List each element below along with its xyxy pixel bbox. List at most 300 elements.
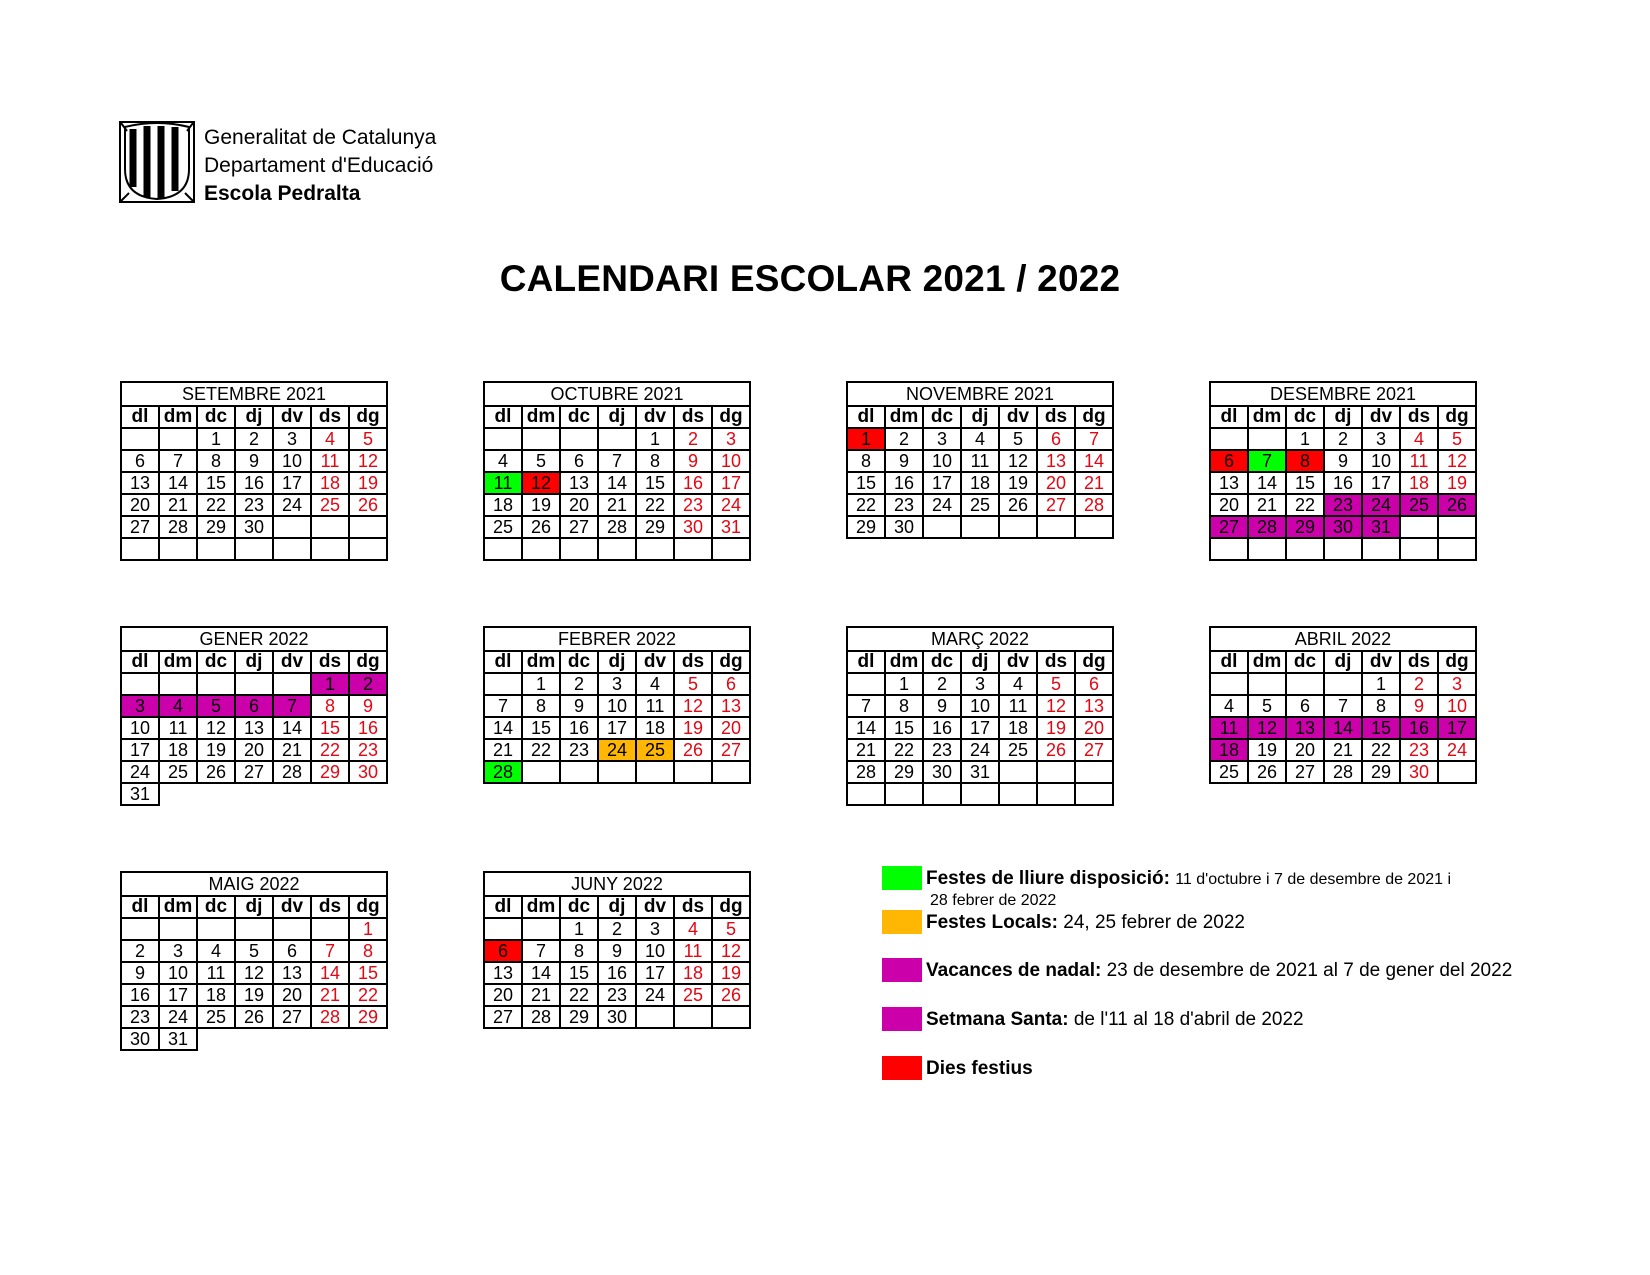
day-cell: 16 bbox=[923, 717, 961, 739]
day-cell: 5 bbox=[197, 695, 235, 717]
empty-day-cell bbox=[1324, 673, 1362, 695]
day-cell: 27 bbox=[235, 761, 273, 783]
weekday-header: dl bbox=[847, 406, 885, 428]
weekday-header: dc bbox=[560, 651, 598, 673]
legend-label: Vacances de nadal: bbox=[926, 960, 1102, 981]
day-cell: 7 bbox=[598, 450, 636, 472]
weekday-header: dj bbox=[235, 406, 273, 428]
day-cell: 10 bbox=[121, 717, 159, 739]
weekday-header: dg bbox=[349, 651, 387, 673]
day-cell: 17 bbox=[961, 717, 999, 739]
day-cell: 28 bbox=[1248, 516, 1286, 538]
weekday-header: dc bbox=[560, 406, 598, 428]
legend-text-continued: 28 febrer de 2022 bbox=[930, 892, 1057, 909]
day-cell: 4 bbox=[961, 428, 999, 450]
day-cell: 29 bbox=[311, 761, 349, 783]
day-cell: 4 bbox=[1210, 695, 1248, 717]
day-cell: 5 bbox=[235, 940, 273, 962]
day-cell: 15 bbox=[1286, 472, 1324, 494]
day-cell: 22 bbox=[1362, 739, 1400, 761]
day-cell: 27 bbox=[121, 516, 159, 538]
day-cell: 4 bbox=[197, 940, 235, 962]
day-cell: 23 bbox=[1324, 494, 1362, 516]
empty-day-cell bbox=[598, 428, 636, 450]
day-cell: 13 bbox=[273, 962, 311, 984]
day-cell: 2 bbox=[235, 428, 273, 450]
day-cell: 7 bbox=[273, 695, 311, 717]
day-cell: 26 bbox=[522, 516, 560, 538]
day-cell: 18 bbox=[197, 984, 235, 1006]
month-title: JUNY 2022 bbox=[484, 872, 750, 896]
empty-day-cell bbox=[847, 673, 885, 695]
day-cell: 9 bbox=[235, 450, 273, 472]
empty-day-cell bbox=[712, 761, 750, 783]
empty-day-cell bbox=[1438, 538, 1476, 560]
empty-day-cell bbox=[1400, 538, 1438, 560]
day-cell: 22 bbox=[349, 984, 387, 1006]
empty-day-cell bbox=[1210, 538, 1248, 560]
empty-day-cell bbox=[1075, 783, 1113, 805]
day-cell: 25 bbox=[1400, 494, 1438, 516]
empty-day-cell bbox=[1286, 538, 1324, 560]
weekday-header: dm bbox=[159, 896, 197, 918]
weekday-header: dg bbox=[1075, 651, 1113, 673]
day-cell: 7 bbox=[1075, 428, 1113, 450]
weekday-header: dl bbox=[484, 896, 522, 918]
empty-day-cell bbox=[598, 538, 636, 560]
day-cell: 16 bbox=[1400, 717, 1438, 739]
empty-day-cell bbox=[159, 918, 197, 940]
day-cell: 23 bbox=[885, 494, 923, 516]
day-cell: 1 bbox=[636, 428, 674, 450]
empty-day-cell bbox=[235, 783, 273, 805]
day-cell: 6 bbox=[1075, 673, 1113, 695]
day-cell: 28 bbox=[159, 516, 197, 538]
day-cell: 18 bbox=[159, 739, 197, 761]
day-cell: 10 bbox=[598, 695, 636, 717]
day-cell: 25 bbox=[674, 984, 712, 1006]
day-cell: 9 bbox=[885, 450, 923, 472]
empty-day-cell bbox=[923, 783, 961, 805]
day-cell: 9 bbox=[1400, 695, 1438, 717]
day-cell: 3 bbox=[121, 695, 159, 717]
day-cell: 6 bbox=[121, 450, 159, 472]
day-cell: 19 bbox=[1438, 472, 1476, 494]
day-cell: 23 bbox=[560, 739, 598, 761]
weekday-header: dg bbox=[1438, 651, 1476, 673]
weekday-header: dm bbox=[885, 406, 923, 428]
month-calendar bbox=[1209, 381, 1477, 561]
day-cell: 27 bbox=[1075, 739, 1113, 761]
weekday-header: ds bbox=[1400, 651, 1438, 673]
day-cell: 9 bbox=[349, 695, 387, 717]
weekday-header: dl bbox=[1210, 651, 1248, 673]
empty-day-cell bbox=[197, 538, 235, 560]
day-cell: 8 bbox=[522, 695, 560, 717]
empty-day-cell bbox=[197, 783, 235, 805]
day-cell: 3 bbox=[636, 918, 674, 940]
day-cell: 8 bbox=[311, 695, 349, 717]
month-title: OCTUBRE 2021 bbox=[484, 382, 750, 406]
day-cell: 23 bbox=[349, 739, 387, 761]
day-cell: 12 bbox=[197, 717, 235, 739]
empty-day-cell bbox=[273, 673, 311, 695]
empty-day-cell bbox=[885, 783, 923, 805]
empty-day-cell bbox=[961, 783, 999, 805]
day-cell: 8 bbox=[1286, 450, 1324, 472]
empty-day-cell bbox=[273, 783, 311, 805]
day-cell: 27 bbox=[1210, 516, 1248, 538]
empty-day-cell bbox=[197, 1028, 235, 1050]
org-line-1: Generalitat de Catalunya bbox=[204, 126, 437, 149]
day-cell: 28 bbox=[1075, 494, 1113, 516]
day-cell: 24 bbox=[273, 494, 311, 516]
day-cell: 7 bbox=[1248, 450, 1286, 472]
day-cell: 31 bbox=[961, 761, 999, 783]
weekday-header: dg bbox=[349, 406, 387, 428]
weekday-header: dm bbox=[159, 651, 197, 673]
day-cell: 17 bbox=[636, 962, 674, 984]
day-cell: 27 bbox=[1286, 761, 1324, 783]
day-cell: 26 bbox=[1248, 761, 1286, 783]
empty-day-cell bbox=[636, 1006, 674, 1028]
day-cell: 3 bbox=[1362, 428, 1400, 450]
day-cell: 6 bbox=[273, 940, 311, 962]
day-cell: 12 bbox=[712, 940, 750, 962]
legend-swatch-purple bbox=[882, 958, 922, 982]
day-cell: 18 bbox=[674, 962, 712, 984]
legend-label: Dies festius bbox=[926, 1058, 1033, 1079]
day-cell: 3 bbox=[712, 428, 750, 450]
day-cell: 16 bbox=[235, 472, 273, 494]
day-cell: 31 bbox=[159, 1028, 197, 1050]
weekday-header: dg bbox=[1438, 406, 1476, 428]
day-cell: 9 bbox=[598, 940, 636, 962]
weekday-header: dc bbox=[197, 896, 235, 918]
day-cell: 20 bbox=[1286, 739, 1324, 761]
day-cell: 21 bbox=[484, 739, 522, 761]
day-cell: 3 bbox=[159, 940, 197, 962]
day-cell: 30 bbox=[598, 1006, 636, 1028]
empty-day-cell bbox=[121, 918, 159, 940]
day-cell: 25 bbox=[197, 1006, 235, 1028]
legend-swatch-green bbox=[882, 866, 922, 890]
day-cell: 22 bbox=[1286, 494, 1324, 516]
weekday-header: dm bbox=[1248, 406, 1286, 428]
empty-day-cell bbox=[712, 538, 750, 560]
day-cell: 20 bbox=[273, 984, 311, 1006]
empty-day-cell bbox=[484, 918, 522, 940]
weekday-header: dj bbox=[1324, 651, 1362, 673]
weekday-header: ds bbox=[311, 651, 349, 673]
day-cell: 17 bbox=[273, 472, 311, 494]
month-calendar bbox=[846, 381, 1114, 539]
day-cell: 29 bbox=[349, 1006, 387, 1028]
day-cell: 13 bbox=[1286, 717, 1324, 739]
weekday-header: dj bbox=[598, 651, 636, 673]
day-cell: 3 bbox=[961, 673, 999, 695]
day-cell: 14 bbox=[522, 962, 560, 984]
day-cell: 22 bbox=[197, 494, 235, 516]
empty-day-cell bbox=[311, 783, 349, 805]
day-cell: 1 bbox=[349, 918, 387, 940]
day-cell: 10 bbox=[636, 940, 674, 962]
empty-day-cell bbox=[522, 918, 560, 940]
day-cell: 12 bbox=[235, 962, 273, 984]
day-cell: 26 bbox=[1037, 739, 1075, 761]
empty-day-cell bbox=[522, 761, 560, 783]
day-cell: 19 bbox=[349, 472, 387, 494]
day-cell: 19 bbox=[712, 962, 750, 984]
empty-day-cell bbox=[560, 428, 598, 450]
day-cell: 20 bbox=[1210, 494, 1248, 516]
empty-day-cell bbox=[999, 783, 1037, 805]
weekday-header: dm bbox=[885, 651, 923, 673]
day-cell: 24 bbox=[598, 739, 636, 761]
day-cell: 5 bbox=[1037, 673, 1075, 695]
day-cell: 20 bbox=[1037, 472, 1075, 494]
empty-day-cell bbox=[1248, 428, 1286, 450]
day-cell: 11 bbox=[636, 695, 674, 717]
empty-day-cell bbox=[674, 538, 712, 560]
empty-day-cell bbox=[311, 538, 349, 560]
day-cell: 5 bbox=[999, 428, 1037, 450]
day-cell: 16 bbox=[560, 717, 598, 739]
day-cell: 15 bbox=[885, 717, 923, 739]
day-cell: 27 bbox=[560, 516, 598, 538]
weekday-header: ds bbox=[674, 651, 712, 673]
weekday-header: dg bbox=[712, 651, 750, 673]
day-cell: 22 bbox=[636, 494, 674, 516]
day-cell: 5 bbox=[349, 428, 387, 450]
day-cell: 10 bbox=[923, 450, 961, 472]
day-cell: 11 bbox=[197, 962, 235, 984]
day-cell: 17 bbox=[1438, 717, 1476, 739]
empty-day-cell bbox=[1438, 516, 1476, 538]
day-cell: 13 bbox=[560, 472, 598, 494]
weekday-header: dl bbox=[847, 651, 885, 673]
weekday-header: dv bbox=[1362, 406, 1400, 428]
day-cell: 30 bbox=[885, 516, 923, 538]
day-cell: 1 bbox=[847, 428, 885, 450]
day-cell: 25 bbox=[999, 739, 1037, 761]
day-cell: 12 bbox=[1248, 717, 1286, 739]
day-cell: 6 bbox=[1037, 428, 1075, 450]
day-cell: 21 bbox=[1248, 494, 1286, 516]
day-cell: 9 bbox=[1324, 450, 1362, 472]
day-cell: 25 bbox=[636, 739, 674, 761]
month-title: NOVEMBRE 2021 bbox=[847, 382, 1113, 406]
day-cell: 18 bbox=[1400, 472, 1438, 494]
day-cell: 10 bbox=[1438, 695, 1476, 717]
day-cell: 28 bbox=[522, 1006, 560, 1028]
day-cell: 30 bbox=[923, 761, 961, 783]
day-cell: 17 bbox=[712, 472, 750, 494]
day-cell: 31 bbox=[121, 783, 159, 805]
day-cell: 15 bbox=[349, 962, 387, 984]
day-cell: 24 bbox=[636, 984, 674, 1006]
month-title: ABRIL 2022 bbox=[1210, 627, 1476, 651]
day-cell: 11 bbox=[311, 450, 349, 472]
legend-text: 23 de desembre de 2021 al 7 de gener del 2022 bbox=[1106, 960, 1513, 981]
day-cell: 4 bbox=[636, 673, 674, 695]
day-cell: 7 bbox=[847, 695, 885, 717]
day-cell: 12 bbox=[1037, 695, 1075, 717]
legend-swatch-orange bbox=[882, 910, 922, 934]
day-cell: 21 bbox=[1324, 739, 1362, 761]
empty-day-cell bbox=[159, 428, 197, 450]
day-cell: 13 bbox=[1075, 695, 1113, 717]
day-cell: 2 bbox=[121, 940, 159, 962]
day-cell: 7 bbox=[1324, 695, 1362, 717]
day-cell: 14 bbox=[1075, 450, 1113, 472]
day-cell: 22 bbox=[885, 739, 923, 761]
day-cell: 4 bbox=[999, 673, 1037, 695]
empty-day-cell bbox=[121, 673, 159, 695]
weekday-header: dm bbox=[1248, 651, 1286, 673]
weekday-header: dv bbox=[273, 651, 311, 673]
day-cell: 29 bbox=[1362, 761, 1400, 783]
month-title: MAIG 2022 bbox=[121, 872, 387, 896]
weekday-header: ds bbox=[674, 406, 712, 428]
weekday-header: dm bbox=[522, 651, 560, 673]
weekday-header: dj bbox=[961, 651, 999, 673]
day-cell: 20 bbox=[484, 984, 522, 1006]
day-cell: 23 bbox=[923, 739, 961, 761]
empty-day-cell bbox=[1248, 538, 1286, 560]
day-cell: 21 bbox=[598, 494, 636, 516]
day-cell: 2 bbox=[923, 673, 961, 695]
day-cell: 18 bbox=[999, 717, 1037, 739]
empty-day-cell bbox=[311, 1028, 349, 1050]
empty-day-cell bbox=[273, 516, 311, 538]
day-cell: 12 bbox=[349, 450, 387, 472]
empty-day-cell bbox=[349, 538, 387, 560]
day-cell: 15 bbox=[522, 717, 560, 739]
day-cell: 4 bbox=[484, 450, 522, 472]
empty-day-cell bbox=[1037, 761, 1075, 783]
day-cell: 12 bbox=[522, 472, 560, 494]
weekday-header: dj bbox=[235, 896, 273, 918]
day-cell: 11 bbox=[1210, 717, 1248, 739]
day-cell: 16 bbox=[1324, 472, 1362, 494]
weekday-header: dc bbox=[923, 651, 961, 673]
day-cell: 29 bbox=[636, 516, 674, 538]
day-cell: 4 bbox=[311, 428, 349, 450]
day-cell: 15 bbox=[636, 472, 674, 494]
day-cell: 12 bbox=[1438, 450, 1476, 472]
empty-day-cell bbox=[999, 516, 1037, 538]
day-cell: 27 bbox=[712, 739, 750, 761]
day-cell: 22 bbox=[311, 739, 349, 761]
day-cell: 5 bbox=[674, 673, 712, 695]
day-cell: 18 bbox=[636, 717, 674, 739]
day-cell: 23 bbox=[674, 494, 712, 516]
day-cell: 18 bbox=[1210, 739, 1248, 761]
day-cell: 30 bbox=[674, 516, 712, 538]
day-cell: 27 bbox=[1037, 494, 1075, 516]
day-cell: 14 bbox=[273, 717, 311, 739]
empty-day-cell bbox=[159, 538, 197, 560]
day-cell: 16 bbox=[349, 717, 387, 739]
day-cell: 24 bbox=[121, 761, 159, 783]
weekday-header: dc bbox=[923, 406, 961, 428]
day-cell: 17 bbox=[923, 472, 961, 494]
day-cell: 21 bbox=[1075, 472, 1113, 494]
day-cell: 19 bbox=[674, 717, 712, 739]
day-cell: 22 bbox=[560, 984, 598, 1006]
day-cell: 17 bbox=[159, 984, 197, 1006]
day-cell: 25 bbox=[961, 494, 999, 516]
weekday-header: dv bbox=[1362, 651, 1400, 673]
empty-day-cell bbox=[484, 538, 522, 560]
legend-text: 11 d'octubre i 7 de desembre de 2021 i bbox=[1175, 871, 1452, 888]
month-title: SETEMBRE 2021 bbox=[121, 382, 387, 406]
day-cell: 13 bbox=[1210, 472, 1248, 494]
day-cell: 29 bbox=[1286, 516, 1324, 538]
day-cell: 20 bbox=[121, 494, 159, 516]
day-cell: 11 bbox=[159, 717, 197, 739]
legend-label: Festes Locals: bbox=[926, 912, 1058, 933]
day-cell: 8 bbox=[1362, 695, 1400, 717]
day-cell: 1 bbox=[1362, 673, 1400, 695]
month-title: FEBRER 2022 bbox=[484, 627, 750, 651]
day-cell: 13 bbox=[484, 962, 522, 984]
day-cell: 15 bbox=[1362, 717, 1400, 739]
empty-day-cell bbox=[311, 918, 349, 940]
day-cell: 21 bbox=[847, 739, 885, 761]
empty-day-cell bbox=[235, 538, 273, 560]
day-cell: 20 bbox=[712, 717, 750, 739]
day-cell: 13 bbox=[1037, 450, 1075, 472]
empty-day-cell bbox=[235, 918, 273, 940]
legend-text: 24, 25 febrer de 2022 bbox=[1063, 912, 1245, 933]
weekday-header: ds bbox=[1037, 406, 1075, 428]
day-cell: 31 bbox=[1362, 516, 1400, 538]
day-cell: 1 bbox=[560, 918, 598, 940]
empty-day-cell bbox=[349, 783, 387, 805]
day-cell: 8 bbox=[636, 450, 674, 472]
day-cell: 29 bbox=[885, 761, 923, 783]
day-cell: 9 bbox=[560, 695, 598, 717]
day-cell: 27 bbox=[484, 1006, 522, 1028]
day-cell: 4 bbox=[159, 695, 197, 717]
day-cell: 3 bbox=[923, 428, 961, 450]
day-cell: 3 bbox=[273, 428, 311, 450]
day-cell: 26 bbox=[197, 761, 235, 783]
weekday-header: ds bbox=[311, 406, 349, 428]
day-cell: 21 bbox=[273, 739, 311, 761]
empty-day-cell bbox=[560, 538, 598, 560]
day-cell: 19 bbox=[197, 739, 235, 761]
empty-day-cell bbox=[273, 1028, 311, 1050]
day-cell: 2 bbox=[1324, 428, 1362, 450]
day-cell: 24 bbox=[159, 1006, 197, 1028]
month-title: MARÇ 2022 bbox=[847, 627, 1113, 651]
day-cell: 17 bbox=[598, 717, 636, 739]
day-cell: 21 bbox=[311, 984, 349, 1006]
day-cell: 24 bbox=[1438, 739, 1476, 761]
day-cell: 1 bbox=[1286, 428, 1324, 450]
empty-day-cell bbox=[273, 918, 311, 940]
day-cell: 26 bbox=[674, 739, 712, 761]
day-cell: 24 bbox=[712, 494, 750, 516]
day-cell: 19 bbox=[999, 472, 1037, 494]
generalitat-logo-icon bbox=[119, 121, 195, 203]
day-cell: 5 bbox=[522, 450, 560, 472]
day-cell: 14 bbox=[311, 962, 349, 984]
day-cell: 14 bbox=[484, 717, 522, 739]
